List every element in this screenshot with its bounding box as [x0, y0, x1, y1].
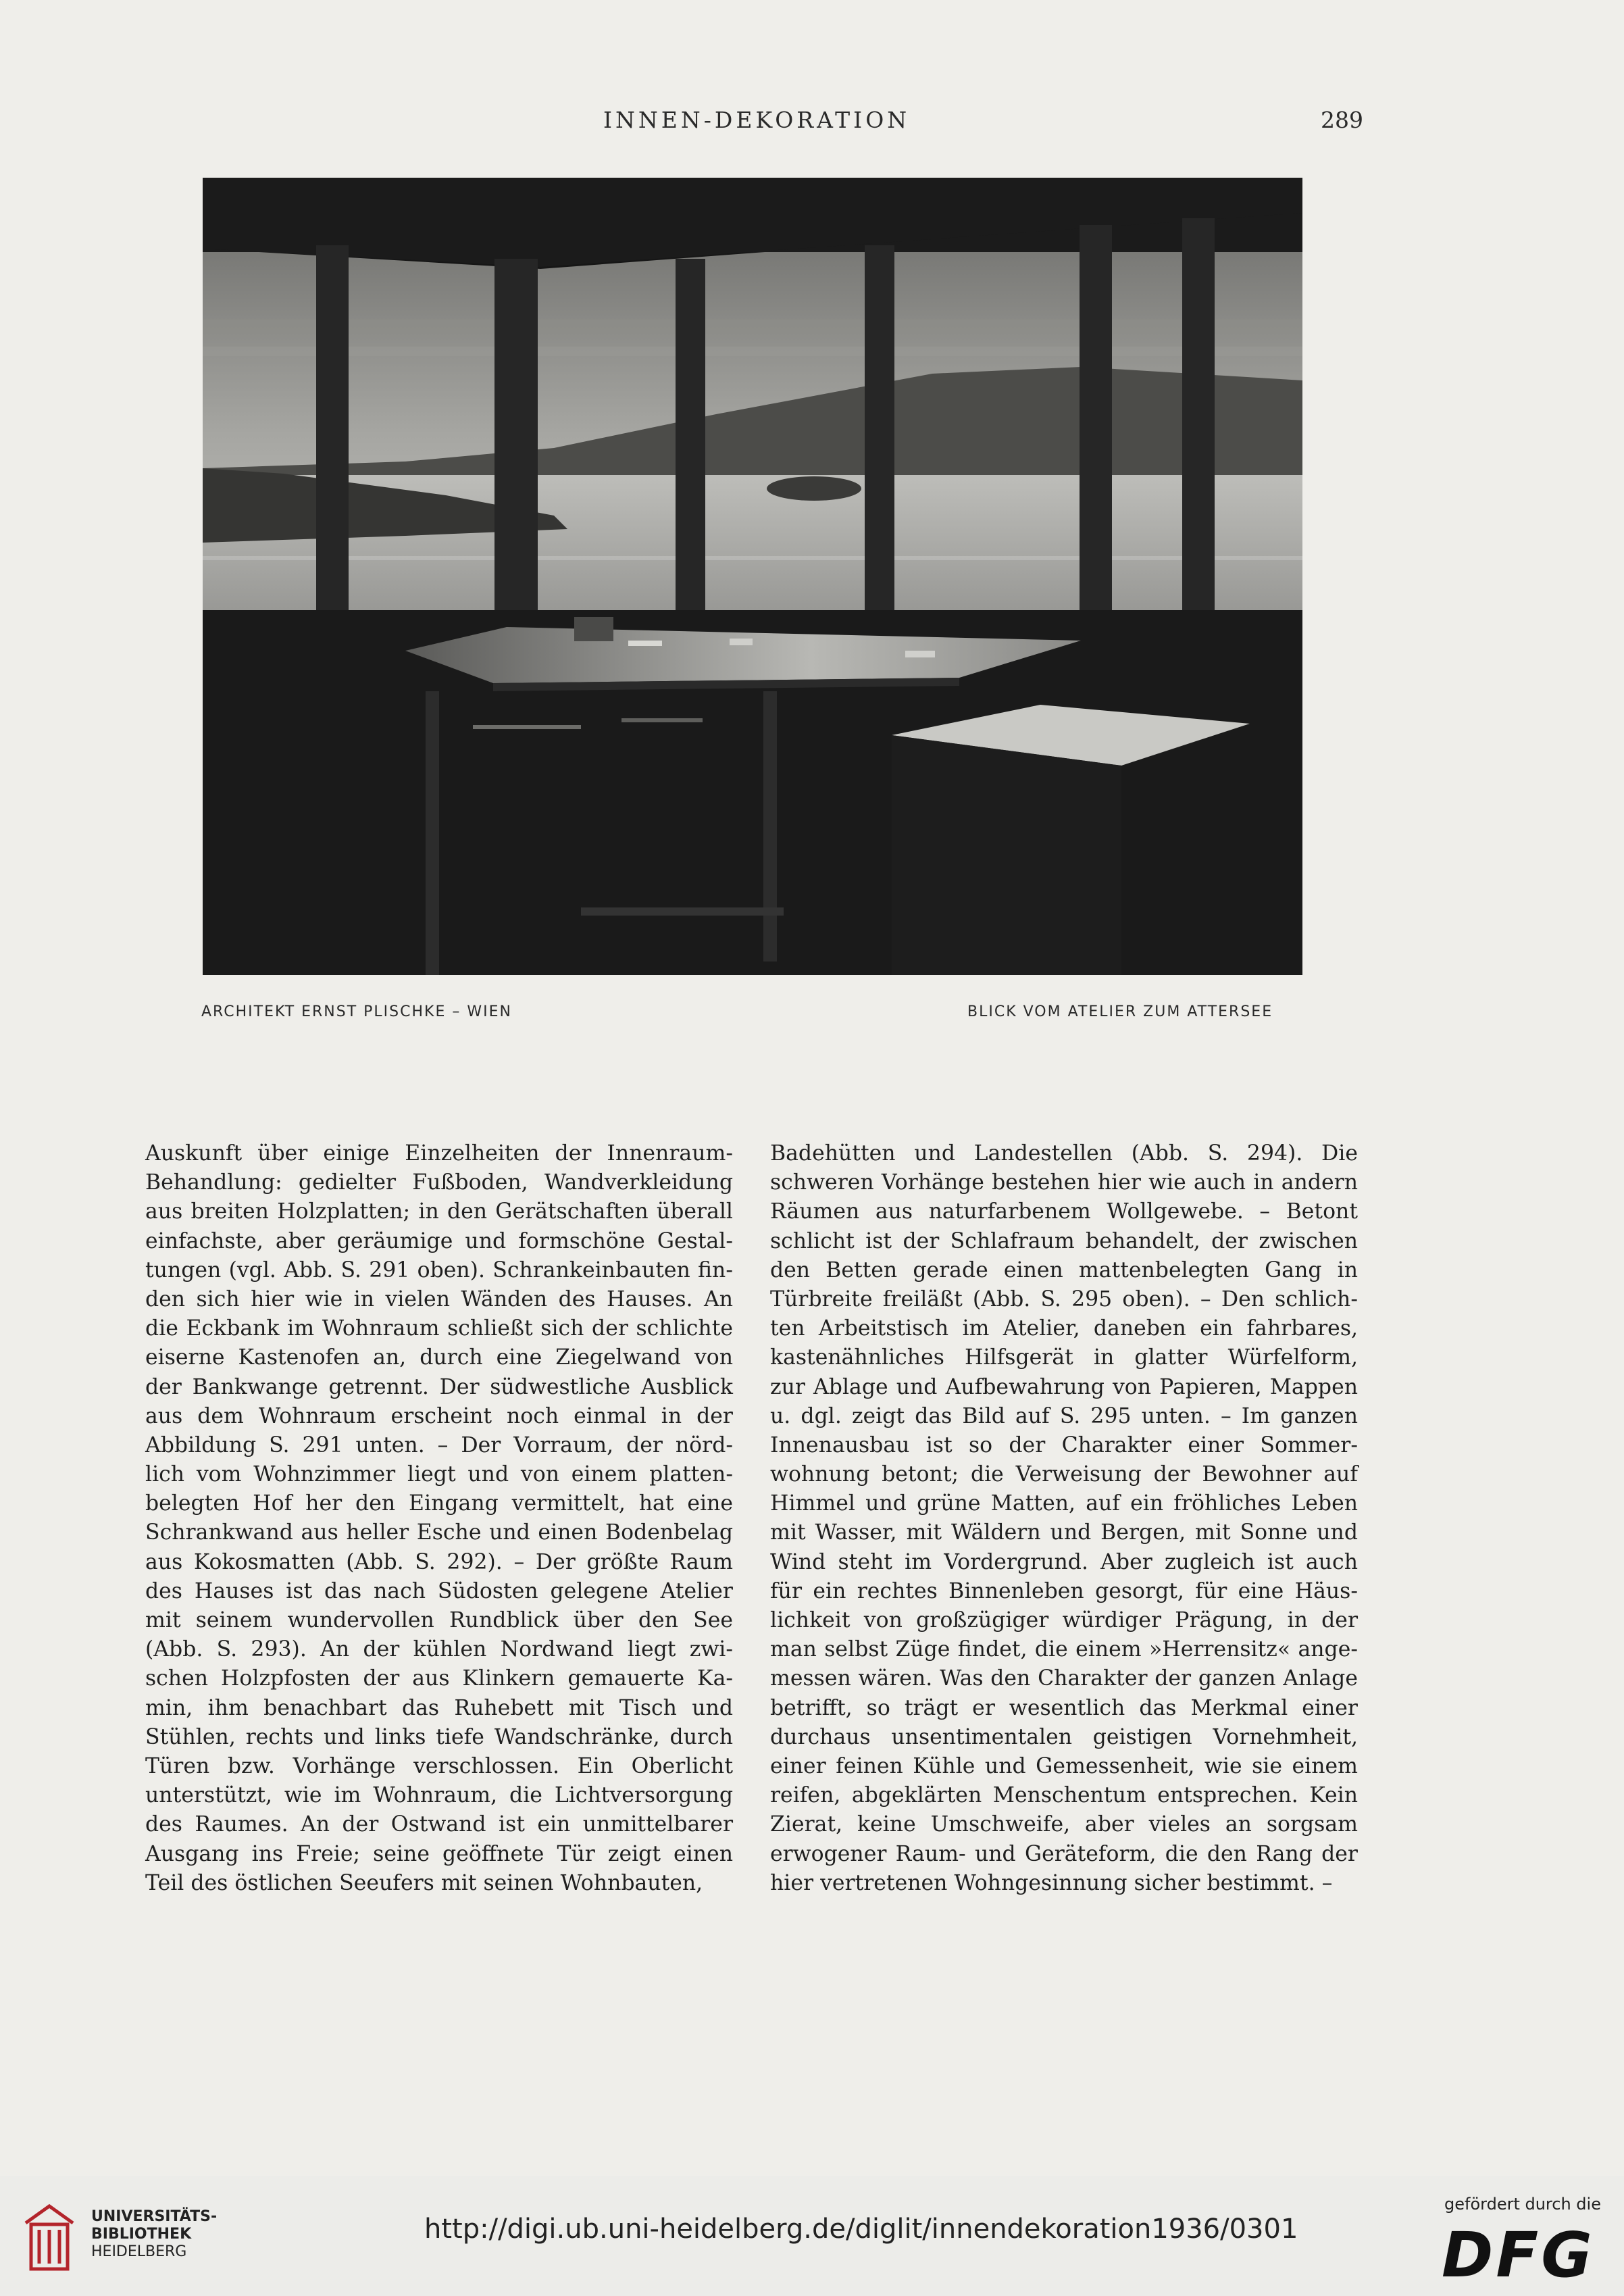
text-line: einer feinen Kühle und Gemessenheit, wie sie einem — [770, 1753, 1358, 1778]
text-line: einfachste, aber geräumige und formschöne Gestal- — [145, 1228, 733, 1253]
text-line: Räumen aus naturfarbenem Wollgewebe. – Betont — [770, 1199, 1358, 1224]
digitization-footer — [0, 2176, 1624, 2296]
text-line: Türbreite freiläßt (Abb. S. 295 oben). – Den schlich- — [770, 1287, 1358, 1312]
text-line: Teil des östlichen Seeufers mit seinen Wohnbauten, — [145, 1870, 703, 1895]
text-line: die Eckbank im Wohnraum schließt sich der schlichte — [145, 1316, 733, 1341]
text-line: mit seinem wundervollen Rundblick über den See — [145, 1608, 733, 1632]
photo-credit-caption: ARCHITEKT ERNST PLISCHKE – WIEN — [201, 1003, 512, 1020]
running-title: INNEN-DEKORATION — [603, 107, 911, 133]
text-line: messen wären. Was den Charakter der ganzen Anlage — [770, 1666, 1358, 1691]
text-line: hier vertretenen Wohngesinnung sicher bestimmt. – — [770, 1870, 1333, 1895]
text-line: man selbst Züge findet, die einem »Herrensitz« ange- — [770, 1637, 1358, 1662]
text-line: mit Wasser, mit Wäldern und Bergen, mit Sonne und — [770, 1520, 1358, 1545]
university-library-logo-icon — [19, 2196, 80, 2277]
text-line: Abbildung S. 291 unten. – Der Vorraum, der nörd- — [145, 1432, 733, 1457]
text-column-left — [145, 1139, 733, 1898]
text-line: reifen, abgeklärten Menschentum entsprechen. Kein — [770, 1783, 1358, 1808]
text-line: lichkeit von großzügiger würdiger Prägung, in der — [770, 1608, 1358, 1632]
text-line: min, ihm benachbart das Ruhebett mit Tisch und — [145, 1695, 733, 1720]
text-line: wohnung betont; die Verweisung der Bewohner auf — [770, 1462, 1358, 1487]
atelier-lake-photograph — [203, 178, 1302, 975]
text-line: ten Arbeitstisch im Atelier, daneben ein fahrbares, — [770, 1316, 1358, 1341]
text-line: unterstützt, wie im Wohnraum, die Lichtversorgung — [145, 1783, 733, 1808]
text-line: aus dem Wohnraum erscheint noch einmal in der — [145, 1403, 733, 1428]
text-line: für ein rechtes Binnenleben gesorgt, für eine Häus- — [770, 1578, 1358, 1603]
text-line: Türen bzw. Vorhänge verschlossen. Ein Oberlicht — [145, 1753, 733, 1778]
text-line: Zierat, keine Umschweife, aber vieles an sorgsam — [770, 1812, 1358, 1837]
text-line: belegten Hof her den Eingang vermittelt, hat eine — [145, 1491, 733, 1516]
text-line: den sich hier wie in vielen Wänden des Hauses. An — [145, 1287, 733, 1312]
library-name-line3: HEIDELBERG — [91, 2243, 187, 2260]
text-line: Behandlung: gedielter Fußboden, Wandverkleidung — [145, 1170, 733, 1195]
text-line: der Bankwange getrennt. Der südwestliche Ausblick — [145, 1374, 733, 1399]
text-line: Auskunft über einige Einzelheiten der Innenraum- — [145, 1141, 733, 1166]
text-line: schlicht ist der Schlafraum behandelt, der zwischen — [770, 1228, 1358, 1253]
running-head — [0, 107, 1624, 141]
text-line: Innenausbau ist so der Charakter einer Sommer- — [770, 1432, 1358, 1457]
library-name — [91, 2208, 217, 2261]
text-line: kastenähnliches Hilfsgerät in glatter Würfelform, — [770, 1345, 1358, 1370]
dfg-logo: DFG — [1442, 2219, 1595, 2291]
text-line: des Hauses ist das nach Südosten gelegene Atelier — [145, 1578, 733, 1603]
page-number: 289 — [1321, 107, 1363, 133]
text-line: des Raumes. An der Ostwand ist ein unmittelbarer — [145, 1812, 733, 1837]
text-line: Himmel und grüne Matten, auf ein fröhliches Leben — [770, 1491, 1358, 1516]
text-line: Wind steht im Vordergrund. Aber zugleich ist auch — [770, 1549, 1358, 1574]
library-name-line1: UNIVERSITÄTS- — [91, 2208, 218, 2225]
text-line: schweren Vorhänge bestehen hier wie auch in andern — [770, 1170, 1358, 1195]
text-line: schen Holzpfosten der aus Klinkern gemauerte Ka- — [145, 1666, 733, 1691]
text-line: Schrankwand aus heller Esche und einen Bodenbelag — [145, 1520, 733, 1545]
text-line: erwogener Raum- und Geräteform, die den Rang der — [770, 1841, 1358, 1866]
text-line: durchaus unsentimentalen geistigen Vornehmheit, — [770, 1724, 1358, 1749]
photograph-image — [203, 178, 1302, 975]
text-line: aus breiten Holzplatten; in den Gerätschaften überall — [145, 1199, 733, 1224]
text-line: Ausgang ins Freie; seine geöffnete Tür zeigt einen — [145, 1841, 733, 1866]
text-column-right — [770, 1139, 1358, 1898]
funded-by-label: gefördert durch die — [1444, 2195, 1601, 2214]
text-line: eiserne Kastenofen an, durch eine Ziegelwand von — [145, 1345, 733, 1370]
text-line: tungen (vgl. Abb. S. 291 oben). Schrankeinbauten fin- — [145, 1257, 733, 1282]
text-line: Stühlen, rechts und links tiefe Wandschränke, durch — [145, 1724, 733, 1749]
text-line: (Abb. S. 293). An der kühlen Nordwand liegt zwi- — [145, 1637, 733, 1662]
text-line: Badehütten und Landestellen (Abb. S. 294). Die — [770, 1141, 1358, 1166]
text-line: aus Kokosmatten (Abb. S. 292). – Der größte Raum — [145, 1549, 733, 1574]
permalink-url[interactable]: http://digi.ub.uni-heidelberg.de/diglit/innendekoration1936/0301 — [424, 2214, 1298, 2245]
text-line: u. dgl. zeigt das Bild auf S. 295 unten. – Im ganzen — [770, 1403, 1358, 1428]
text-line: zur Ablage und Aufbewahrung von Papieren, Mappen — [770, 1374, 1358, 1399]
text-line: den Betten gerade einen mattenbelegten Gang in — [770, 1257, 1358, 1282]
text-line: lich vom Wohnzimmer liegt und von einem platten- — [145, 1462, 733, 1487]
text-line: betrifft, so trägt er wesentlich das Merkmal einer — [770, 1695, 1358, 1720]
library-name-line2: BIBLIOTHEK — [91, 2226, 192, 2243]
photo-title-caption: BLICK VOM ATELIER ZUM ATTERSEE — [967, 1003, 1273, 1020]
